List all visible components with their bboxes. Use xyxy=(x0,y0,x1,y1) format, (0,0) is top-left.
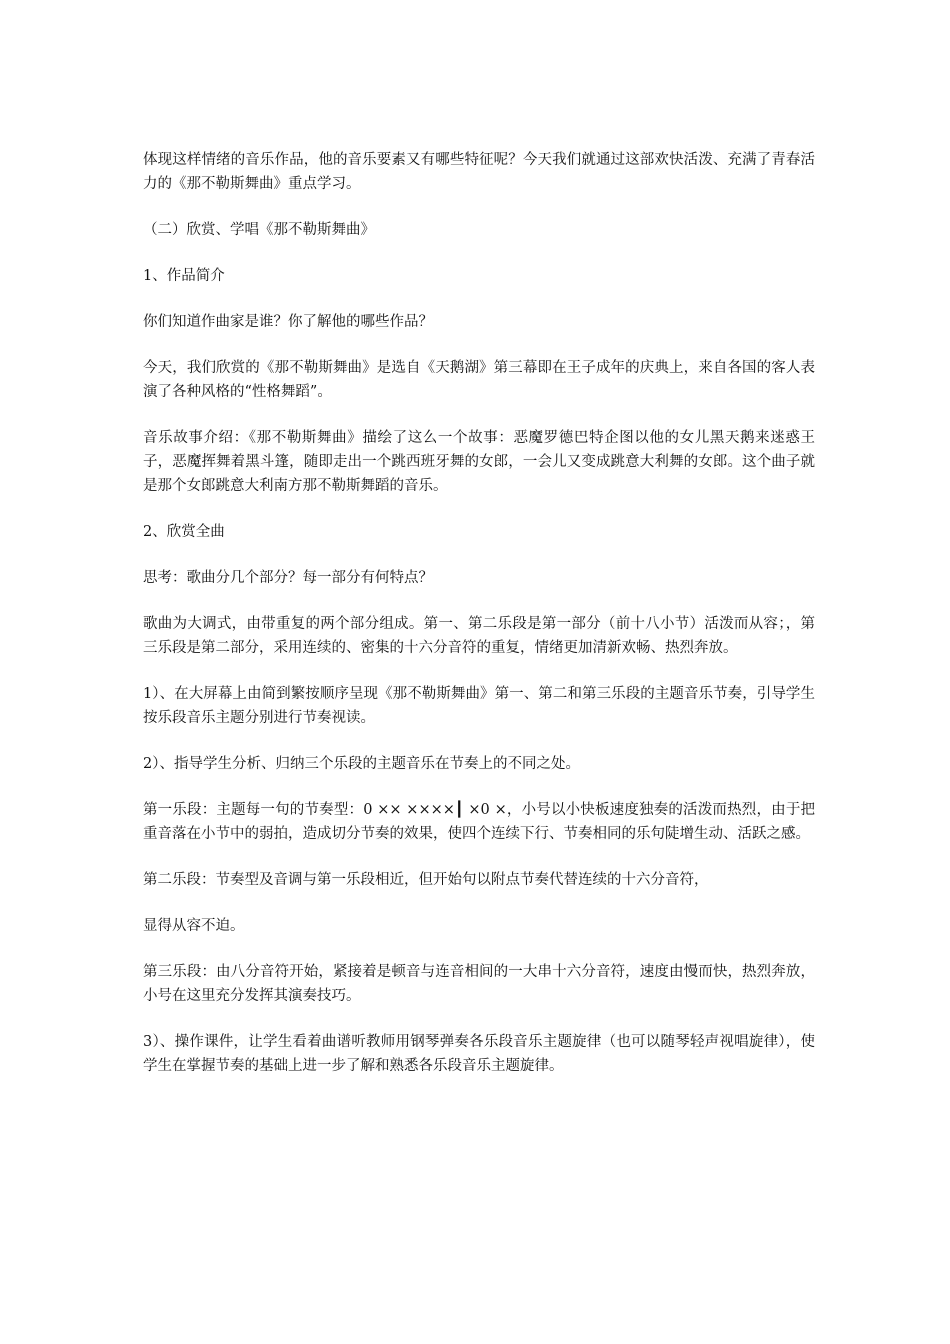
paragraph-intro: 体现这样情绪的音乐作品，他的音乐要素又有哪些特征呢？今天我们就通过这部欢快活泼、充满了青春活力的《那不勒斯舞曲》重点学习。 xyxy=(143,152,815,192)
paragraph-structure: 歌曲为大调式，由带重复的两个部分组成。第一、第二乐段是第一部分（前十八小节）活泼而从容；，第三乐段是第二部分，采用连续的、密集的十六分音符的重复，情绪更加清新欢畅、热烈奔放。 xyxy=(143,616,815,656)
paragraph-section-1: 第一乐段：主题每一句的节奏型：0 ×× ××××┃ ×0 ×，小号以小快板速度独奏的活泼而热烈，由于把重音落在小节中的弱拍，造成切分节奏的效果，使四个连续下行、节奏相同的乐句陡增生动、活跃之感。 xyxy=(143,802,815,842)
paragraph-question-composer: 你们知道作曲家是谁？你了解他的哪些作品？ xyxy=(143,314,433,330)
section-heading-appreciate: （二）欣赏、学唱《那不勒斯舞曲》 xyxy=(143,222,375,238)
subheading-listen-full: 2、欣赏全曲 xyxy=(143,524,225,540)
paragraph-section-2: 第二乐段：节奏型及音调与第一乐段相近，但开始句以附点节奏代替连续的十六分音符， xyxy=(143,872,709,888)
paragraph-swan-lake: 今天，我们欣赏的《那不勒斯舞曲》是选自《天鹅湖》第三幕即在王子成年的庆典上，来自各国的客人表演了各种风格的“性格舞蹈”。 xyxy=(143,360,815,400)
paragraph-think: 思考：歌曲分几个部分？每一部分有何特点？ xyxy=(143,570,433,586)
paragraph-story: 音乐故事介绍：《那不勒斯舞曲》描绘了这么一个故事：恶魔罗德巴特企图以他的女儿黑天鹅来迷惑王子，恶魔挥舞着黑斗篷，随即走出一个跳西班牙舞的女郎，一会儿又变成跳意大利舞的女郎。这个曲子就是那个女郎跳意大利南方那不勒斯舞蹈的音乐。 xyxy=(143,430,815,494)
paragraph-step-2: 2）、指导学生分析、归纳三个乐段的主题音乐在节奏上的不同之处。 xyxy=(143,756,580,772)
paragraph-step-1: 1）、在大屏幕上由简到繁按顺序呈现《那不勒斯舞曲》第一、第二和第三乐段的主题音乐节奏，引导学生按乐段音乐主题分别进行节奏视读。 xyxy=(143,686,815,726)
paragraph-step-3: 3）、操作课件，让学生看着曲谱听教师用钢琴弹奏各乐段音乐主题旋律（也可以随琴轻声视唱旋律），使学生在掌握节奏的基础上进一步了解和熟悉各乐段音乐主题旋律。 xyxy=(143,1034,815,1074)
document-body xyxy=(143,148,815,1100)
paragraph-section-2-cont: 显得从容不迫。 xyxy=(143,918,245,934)
subheading-work-intro: 1、作品简介 xyxy=(143,268,225,284)
paragraph-section-3: 第三乐段：由八分音符开始，紧接着是顿音与连音相间的一大串十六分音符，速度由慢而快，热烈奔放，小号在这里充分发挥其演奏技巧。 xyxy=(143,964,815,1004)
